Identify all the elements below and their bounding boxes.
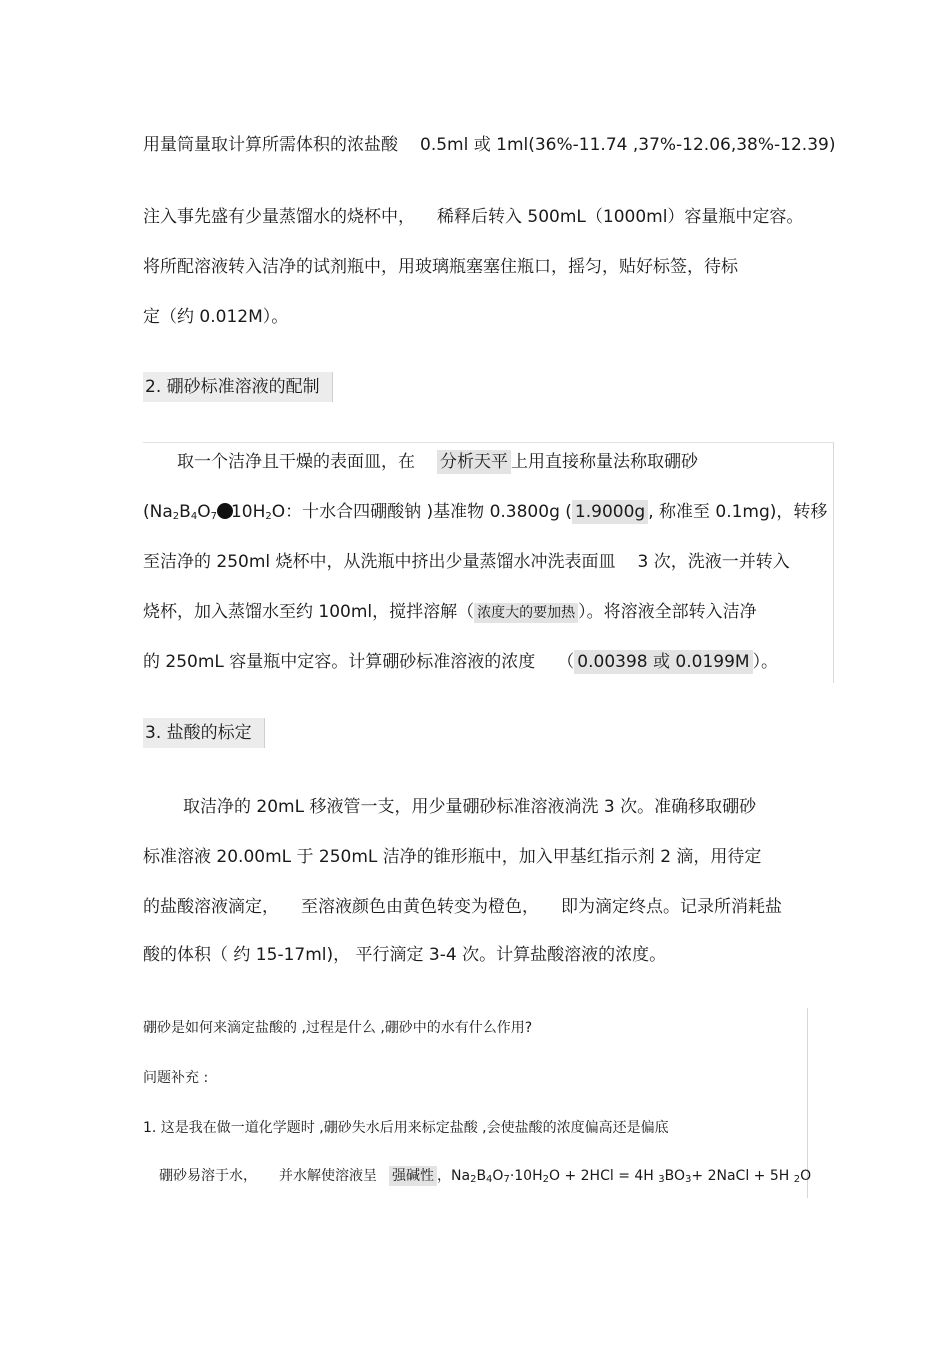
text: 10H xyxy=(230,502,266,522)
section3-line1 xyxy=(143,795,756,819)
subscript: 3 xyxy=(658,1174,665,1185)
qa-supplement-1: 1. 这是我在做一道化学题时 ,硼砂失水后用来标定盐酸 ,会使盐酸的浓度偏高还是偏底 xyxy=(143,1120,669,1136)
text: 3 次，洗液一并转入 xyxy=(637,552,790,572)
highlight-heating-note: 浓度大的要加热 xyxy=(474,603,578,623)
highlight-mass: 1.9000g xyxy=(572,500,648,524)
text: 0.5ml 或 1ml(36%-11.74 ,37%-12.06,38%-12.39) xyxy=(420,135,836,155)
text: O xyxy=(800,1168,812,1184)
para1-line4: 定（约 0.012M）。 xyxy=(143,307,289,327)
text: 烧杯，加入蒸馏水至约 100ml，搅拌溶解（ xyxy=(143,602,475,622)
text: (Na xyxy=(143,502,173,522)
para1-line1 xyxy=(143,133,835,157)
text: 的盐酸溶液滴定， xyxy=(143,897,279,917)
qa-answer xyxy=(143,1166,811,1190)
section2-heading: 2. 硼砂标准溶液的配制 xyxy=(143,372,333,402)
subscript: 4 xyxy=(486,1174,493,1185)
text: 取一个洁净且干燥的表面皿，在 xyxy=(177,452,415,472)
text: ·10H xyxy=(509,1168,543,1184)
text: 的 250mL 容量瓶中定容。计算硼砂标准溶液的浓度 xyxy=(143,652,536,672)
section2-line1 xyxy=(143,450,698,474)
text: O + 2HCl = 4H xyxy=(549,1168,659,1184)
subscript: 4 xyxy=(190,511,198,522)
text: 至洁净的 250ml 烧杯中，从洗瓶中挤出少量蒸馏水冲洗表面皿 xyxy=(143,552,616,572)
text: 取洁净的 20mL 移液管一支，用少量硼砂标准溶液淌洗 3 次。准确移取硼砂 xyxy=(183,797,757,817)
section3-line4: 酸的体积（ 约 15-17ml)， 平行滴定 3-4 次。计算盐酸溶液的浓度。 xyxy=(143,945,667,965)
text: B xyxy=(179,502,191,522)
section3-line3 xyxy=(143,895,782,919)
subscript: 2 xyxy=(542,1174,549,1185)
text: 即为滴定终点。记录所消耗盐 xyxy=(561,897,782,917)
subscript: 2 xyxy=(265,511,272,522)
text: 至溶液颜色由黄色转变为橙色， xyxy=(301,897,539,917)
text: + 2NaCl + 5H xyxy=(691,1168,794,1184)
text: （ xyxy=(557,652,575,672)
subscript: 7 xyxy=(210,511,217,522)
text: O xyxy=(197,502,211,522)
highlight-balance: 分析天平 xyxy=(437,450,511,474)
section2-line2 xyxy=(143,500,827,529)
para1-line2 xyxy=(143,205,803,229)
text: O xyxy=(492,1168,504,1184)
text: ）。将溶液全部转入洁净 xyxy=(578,602,757,622)
section2-line5 xyxy=(143,650,778,674)
subscript: 2 xyxy=(470,1174,477,1185)
para1-line3: 将所配溶液转入洁净的试剂瓶中，用玻璃瓶塞塞住瓶口，摇匀，贴好标签，待标 xyxy=(143,257,738,277)
section3-heading: 3. 盐酸的标定 xyxy=(143,718,265,748)
qa-question: 硼砂是如何来滴定盐酸的 ,过程是什么 ,硼砂中的水有什么作用? xyxy=(143,1020,533,1036)
text: 并水解使溶液呈 xyxy=(279,1168,377,1184)
text: 上用直接称量法称取硼砂 xyxy=(511,452,698,472)
text: 用量筒量取计算所需体积的浓盐酸 xyxy=(143,135,398,155)
subscript: 3 xyxy=(685,1174,692,1185)
text: B xyxy=(476,1168,487,1184)
qa-supplement-label: 问题补充 : xyxy=(143,1070,209,1086)
text: ）。 xyxy=(752,652,779,672)
text: 稀释后转入 500mL（1000ml）容量瓶中定容。 xyxy=(437,207,804,227)
text: BO xyxy=(664,1168,686,1184)
section2-line3 xyxy=(143,550,790,574)
section2-line4 xyxy=(143,600,757,624)
highlight-concentration: 0.00398 或 0.0199M xyxy=(574,650,752,674)
text: 注入事先盛有少量蒸馏水的烧杯中， xyxy=(143,207,415,227)
subscript: 2 xyxy=(172,511,180,522)
text: ，Na xyxy=(437,1168,471,1184)
text: , 称准至 0.1mg)，转移 xyxy=(648,502,828,522)
highlight-alkaline: 强碱性 xyxy=(389,1166,437,1186)
section3-line2: 标准溶液 20.00mL 于 250mL 洁净的锥形瓶中，加入甲基红指示剂 2 滴，用待定 xyxy=(143,847,762,867)
text: 硼砂易溶于水， xyxy=(159,1168,257,1184)
subscript: 7 xyxy=(503,1174,510,1185)
text: O：十水合四硼酸钠 )基准物 0.3800g ( xyxy=(271,502,572,522)
subscript: 2 xyxy=(793,1174,801,1185)
